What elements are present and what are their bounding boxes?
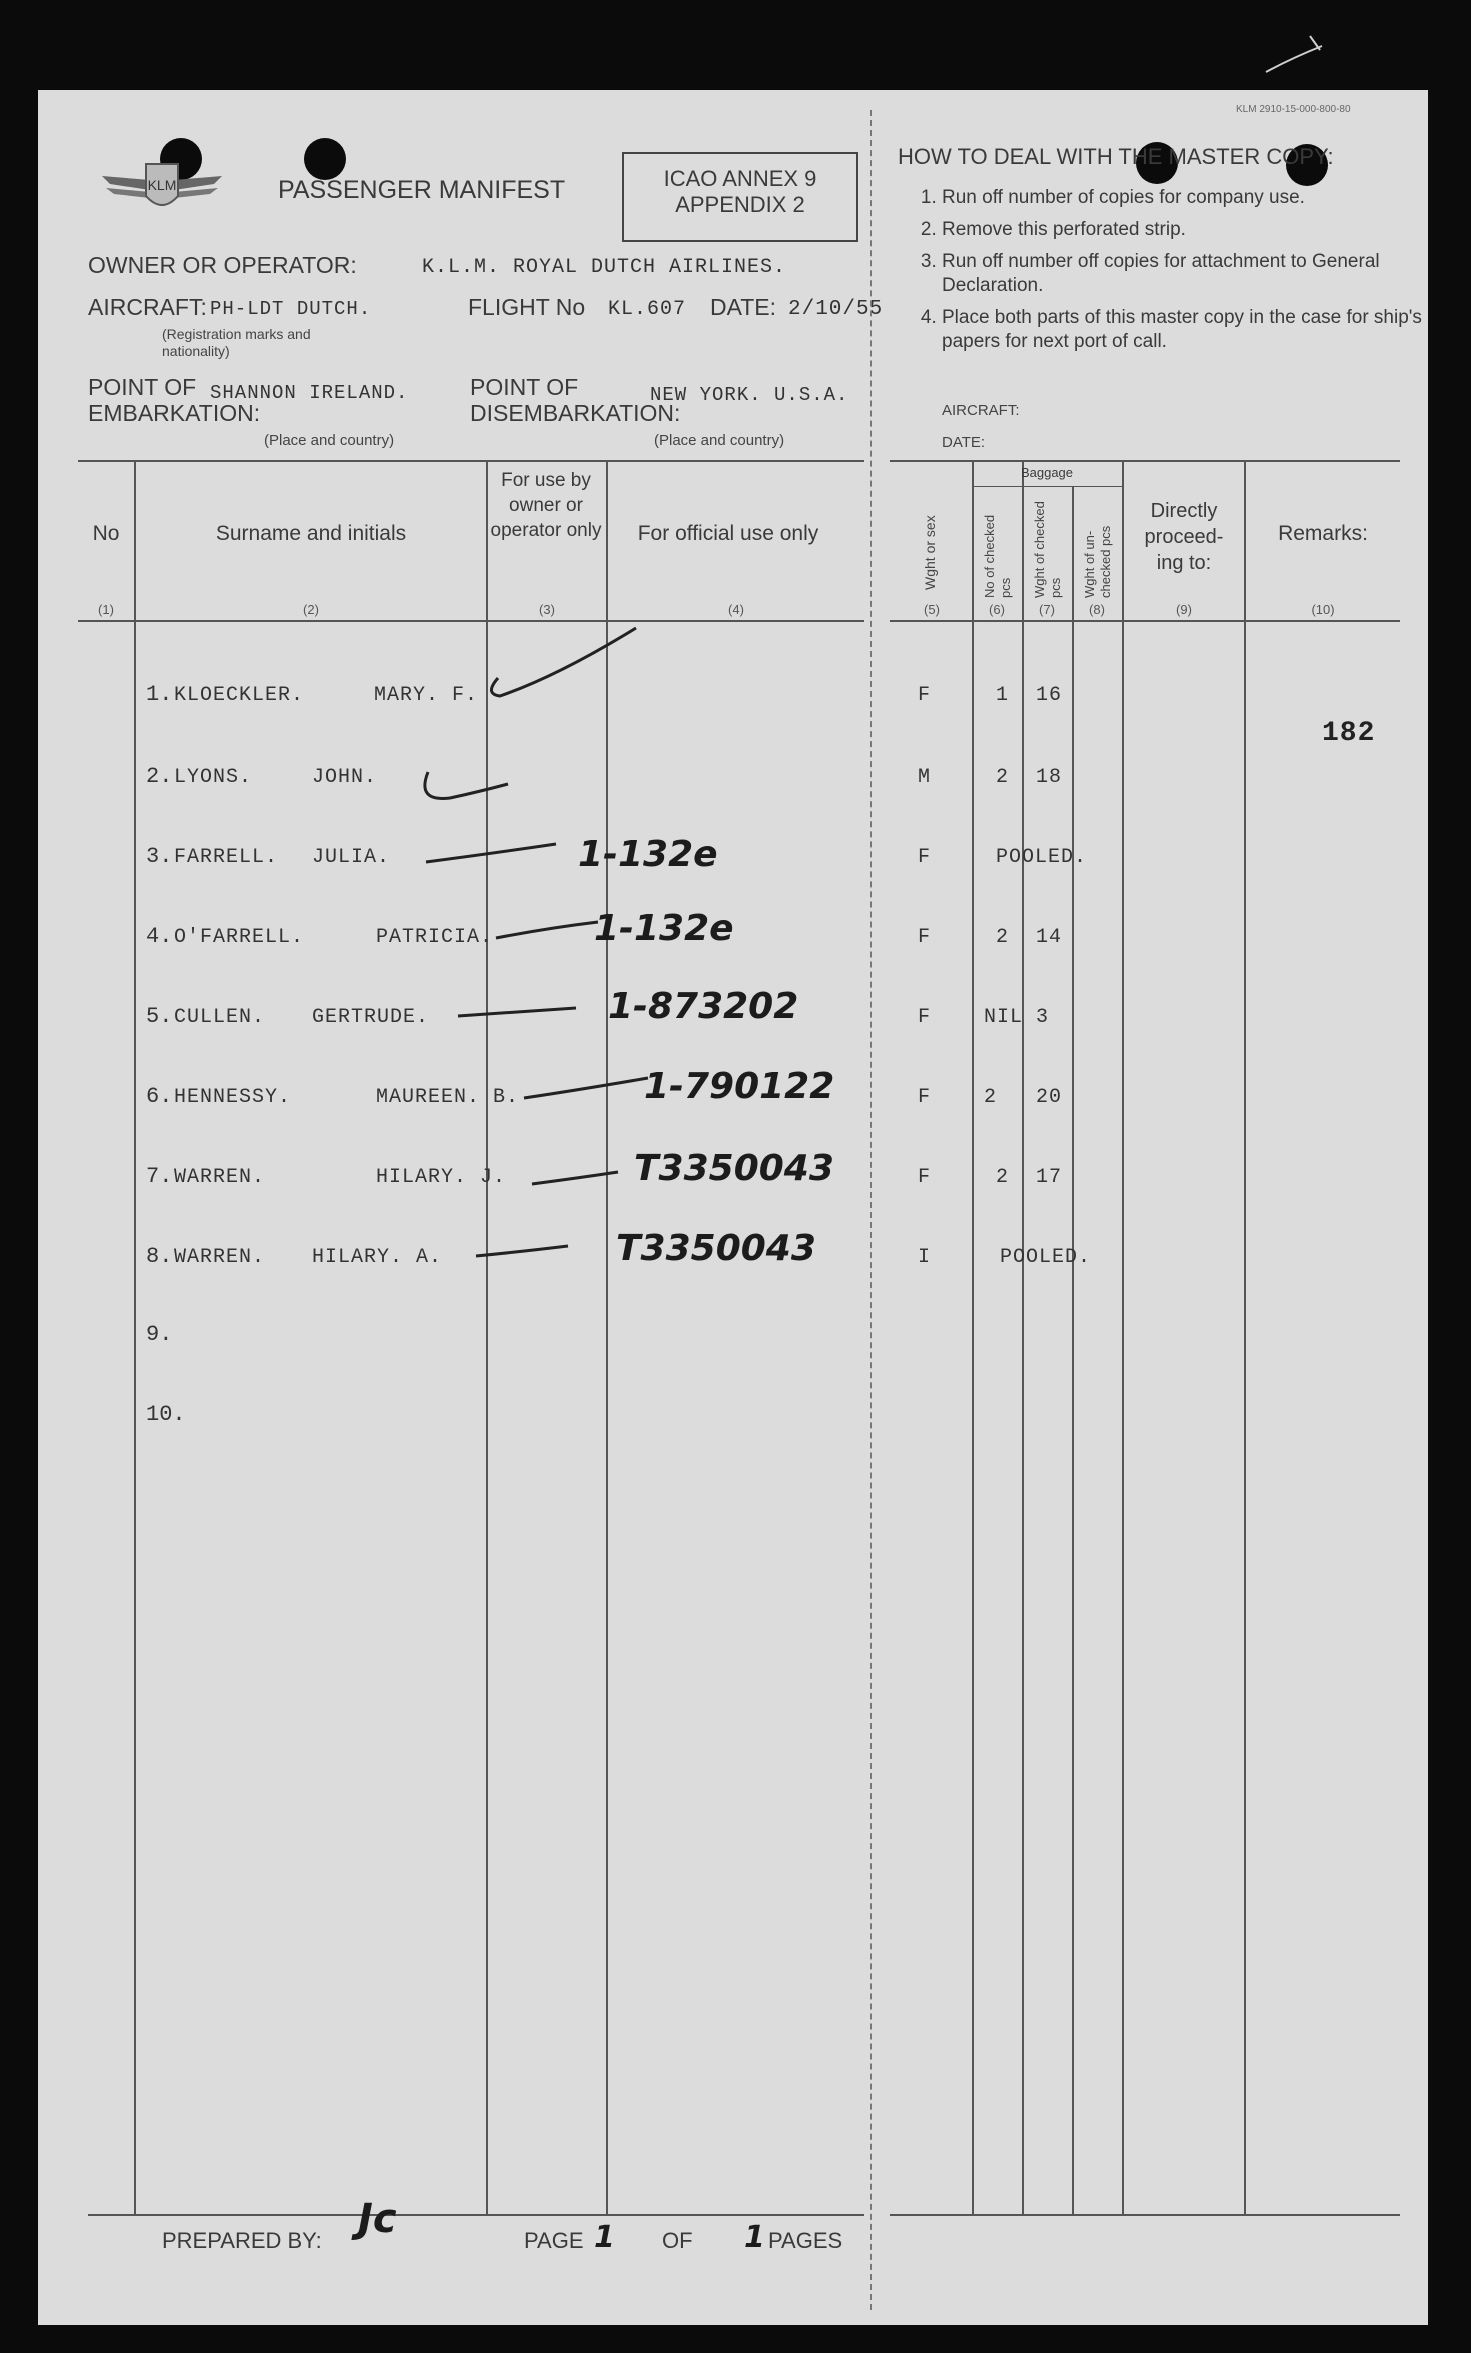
col-number: (3) <box>539 602 555 617</box>
footer-rule <box>88 2214 864 2216</box>
prepared-label: PREPARED BY: <box>162 2228 322 2253</box>
row-checked-pcs: 2 <box>996 926 1010 949</box>
col-number: (4) <box>728 602 744 617</box>
col-number: (9) <box>1176 602 1192 617</box>
embark-note: (Place and country) <box>264 432 395 449</box>
row-number: 1. <box>146 682 173 707</box>
remarks-number: 182 <box>1322 718 1376 749</box>
col-unchecked-wght-header: Wght of un-checked pcs <box>1082 525 1113 598</box>
col-proceeding-header: Directly proceed-ing to: <box>1144 500 1224 574</box>
col-checked-pcs-header: No of checked pcs <box>982 514 1013 598</box>
of-label: OF <box>662 2228 693 2253</box>
row-official: 1-873202 <box>608 986 799 1027</box>
col-checked-wght-header: Wght of checked pcs <box>1032 501 1063 598</box>
column-divider <box>1244 460 1246 2214</box>
row-initials: JULIA. <box>312 846 391 869</box>
col-number: (10) <box>1311 602 1335 617</box>
flight-value: KL.607 <box>608 298 687 321</box>
embark-label-2: EMBARKATION: <box>88 400 261 426</box>
row-number: 8. <box>146 1244 173 1269</box>
pages-value: 1 <box>744 2220 765 2255</box>
aircraft-label: AIRCRAFT: <box>88 294 207 320</box>
form-code: KLM 2910-15-000-800-80 <box>1236 104 1351 115</box>
row-sex: F <box>918 926 932 949</box>
date-value: 2/10/55 <box>788 298 884 321</box>
row-initials: HILARY. J. <box>376 1166 507 1189</box>
row-sex: F <box>918 1006 932 1029</box>
row-number: 4. <box>146 924 173 949</box>
embark-label-1: POINT OF <box>88 374 197 400</box>
row-official: T3350043 <box>634 1148 834 1189</box>
column-divider <box>1122 460 1124 2214</box>
owner-value: K.L.M. ROYAL DUTCH AIRLINES. <box>422 256 787 279</box>
row-checked-pcs: NIL <box>984 1006 1024 1029</box>
row-number: 3. <box>146 844 173 869</box>
col-baggage-header: Baggage <box>1020 465 1074 480</box>
aircraft-value: PH-LDT DUTCH. <box>210 298 372 320</box>
aircraft-note: (Registration marks and nationality) <box>162 326 311 359</box>
col-official-header: For official use only <box>637 522 819 545</box>
howto-list <box>902 186 1462 362</box>
row-number: 6. <box>146 1084 173 1109</box>
row-official: 1-132e <box>594 908 734 949</box>
column-divider <box>972 460 974 2214</box>
howto-item: 3. Run off number off copies for attachment to General Declaration. <box>942 250 1462 298</box>
handwritten-marks <box>38 90 938 1390</box>
howto-date-label: DATE: <box>942 434 986 451</box>
col-number: (2) <box>303 602 319 617</box>
pen-mark <box>1262 28 1332 78</box>
row-surname: CULLEN. <box>174 1006 266 1029</box>
owner-label: OWNER OR OPERATOR: <box>88 252 357 278</box>
howto-item: 2. Remove this perforated strip. <box>942 218 1462 242</box>
row-sex: F <box>918 684 932 707</box>
table-top-rule <box>890 460 1400 462</box>
row-sex: I <box>918 1246 932 1269</box>
row-initials: GERTRUDE. <box>312 1006 430 1029</box>
row-checked-pcs: 1 <box>996 684 1010 707</box>
flight-label: FLIGHT No <box>468 294 586 320</box>
row-sex: F <box>918 846 932 869</box>
row-surname: WARREN. <box>174 1246 266 1269</box>
row-initials: HILARY. A. <box>312 1246 443 1269</box>
col-number: (7) <box>1039 602 1055 617</box>
row-checked-wght: 17 <box>1036 1166 1063 1189</box>
row-checked-wght: 3 <box>1036 1006 1050 1029</box>
howto-item: 1. Run off number of copies for company use. <box>942 186 1462 210</box>
row-initials: PATRICIA. <box>376 926 494 949</box>
col-no-header: No <box>92 522 120 545</box>
row-official: 1-132e <box>578 834 718 875</box>
footer-rule <box>890 2214 1400 2216</box>
row-sex: M <box>918 766 932 789</box>
howto-aircraft-label: AIRCRAFT: <box>942 402 1020 419</box>
annex-line2: APPENDIX 2 <box>675 192 805 217</box>
col-number: (1) <box>98 602 114 617</box>
row-surname: LYONS. <box>174 766 253 789</box>
row-number: 5. <box>146 1004 173 1029</box>
embark-value: SHANNON IRELAND. <box>210 382 409 404</box>
row-number: 9. <box>146 1322 173 1347</box>
row-checked-pcs: POOLED. <box>1000 1246 1092 1269</box>
row-checked-pcs: 2 <box>996 1166 1010 1189</box>
pages-label: PAGES <box>768 2228 843 2253</box>
row-number: 2. <box>146 764 173 789</box>
page-value: 1 <box>594 2220 615 2255</box>
row-initials: MARY. F. <box>374 684 479 707</box>
row-checked-pcs: 2 <box>996 766 1010 789</box>
row-number: 7. <box>146 1164 173 1189</box>
row-checked-wght: 18 <box>1036 766 1063 789</box>
header-bottom-rule <box>890 620 1400 622</box>
manifest-sheet <box>38 90 1428 2325</box>
row-surname: KLOECKLER. <box>174 684 305 707</box>
howto-title: HOW TO DEAL WITH THE MASTER COPY: <box>898 144 1334 169</box>
row-surname: O'FARRELL. <box>174 926 305 949</box>
row-official: T3350043 <box>616 1228 816 1269</box>
col-sex-header: Wght or sex <box>922 515 938 590</box>
row-initials: MAUREEN. B. <box>376 1086 520 1109</box>
page-label: PAGE <box>524 2228 584 2253</box>
col-number: (8) <box>1089 602 1105 617</box>
howto-item: 4. Place both parts of this master copy in the case for ship's papers for next port of call. <box>942 306 1462 354</box>
annex-line1: ICAO ANNEX 9 <box>663 166 817 191</box>
date-label: DATE: <box>710 294 777 320</box>
svg-text:KLM: KLM <box>147 177 177 193</box>
row-initials: JOHN. <box>312 766 378 789</box>
row-checked-pcs: 2 <box>984 1086 998 1109</box>
row-checked-wght: 14 <box>1036 926 1063 949</box>
row-surname: HENNESSY. <box>174 1086 292 1109</box>
row-surname: FARRELL. <box>174 846 279 869</box>
row-checked-wght: 20 <box>1036 1086 1063 1109</box>
prepared-signature: Jc <box>358 2196 397 2242</box>
col-number: (6) <box>989 602 1005 617</box>
row-surname: WARREN. <box>174 1166 266 1189</box>
row-sex: F <box>918 1166 932 1189</box>
form-title: PASSENGER MANIFEST <box>278 176 566 204</box>
row-checked-pcs: POOLED. <box>996 846 1088 869</box>
row-official: 1-790122 <box>644 1066 835 1107</box>
col-number: (5) <box>924 602 940 617</box>
baggage-rule <box>972 486 1122 487</box>
disembark-note: (Place and country) <box>654 432 785 449</box>
disembark-value: NEW YORK. U.S.A. <box>650 384 849 406</box>
row-number: 10. <box>146 1402 186 1427</box>
col-surname-header: Surname and initials <box>215 522 407 545</box>
col-remarks-header: Remarks: <box>1278 522 1368 545</box>
row-sex: F <box>918 1086 932 1109</box>
disembark-label-1: POINT OF <box>470 374 579 400</box>
disembark-label-2: DISEMBARKATION: <box>470 400 681 426</box>
column-divider <box>1072 486 1074 2214</box>
row-checked-wght: 16 <box>1036 684 1063 707</box>
col-owner-header: For use by owner or operator only <box>490 470 602 541</box>
column-divider <box>1022 460 1024 2214</box>
